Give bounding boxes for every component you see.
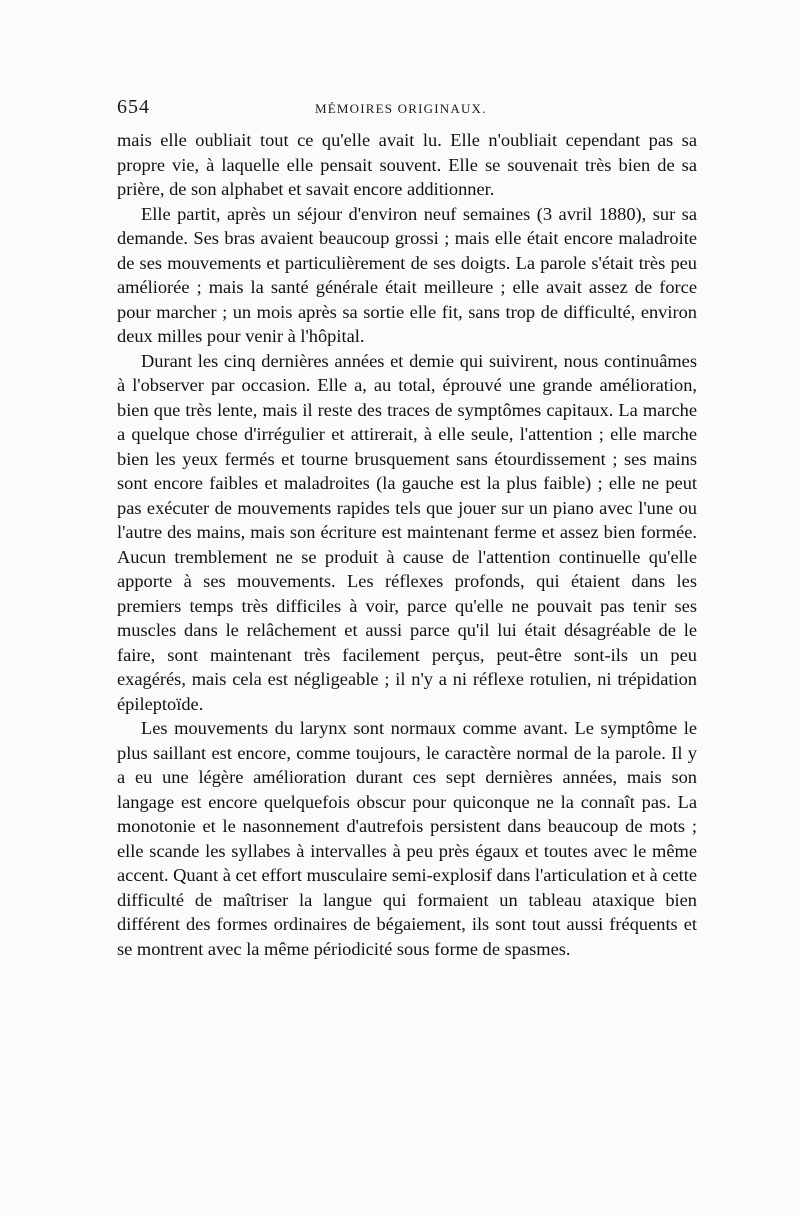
paragraph-continuation: mais elle oubliait tout ce qu'elle avait lu. Elle n'oubliait cependant pas sa propre vie, à laquelle elle pensait souvent. Elle se souvenait très bien de sa prière, de son alphabet et savait encore additionner. <box>117 130 697 199</box>
body-text <box>117 128 697 961</box>
paragraph-departure: Elle partit, après un séjour d'environ neuf semaines (3 avril 1880), sur sa demande. Ses bras avaient beaucoup grossi ; mais elle était encore maladroite de ses mouvements et particulièrement de ses doigts. La parole s'était très peu améliorée ; mais la santé générale était meilleure ; elle avait assez de force pour marcher ; un mois après sa sortie elle fit, sans trop de difficulté, environ deux milles pour venir à l'hôpital. <box>117 203 697 346</box>
paragraph-larynx-speech: Les mouvements du larynx sont normaux comme avant. Le symptôme le plus saillant est encore, comme toujours, le caractère normal de la parole. Il y a eu une légère amélioration durant ces sept dernières années, mais son langage est encore quelquefois obscur pour quiconque ne la connaît pas. La monotonie et le nasonnement d'autrefois persistent dans beaucoup de mots ; elle scande les syllabes à intervalles à peu près égaux et toutes avec le même accent. Quant à cet effort musculaire semi-explosif dans l'articulation et à cette difficulté de maîtriser la langue qui formaient un tableau ataxique bien différent des formes ordinaires de bégaiement, ils sont tout aussi fréquents et se montrent avec la même périodicité sous forme de spasmes. <box>117 718 697 959</box>
paragraph-follow-up: Durant les cinq dernières années et demie qui suivirent, nous continuâmes à l'observer par occasion. Elle a, au total, éprouvé une grande amélioration, bien que très lente, mais il reste des traces de symptômes capitaux. La marche a quelque chose d'irrégulier et attirerait, à elle seule, l'attention ; elle marche bien les yeux fermés et tourne brusquement sans étourdissement ; ses mains sont encore faibles et maladroites (la gauche est la plus faible) ; elle ne peut pas exécuter de mouvements rapides tels que jouer sur un piano avec l'une ou l'autre des mains, mais son écriture est maintenant ferme et assez bien formée. Aucun tremblement ne se produit à cause de l'attention continuelle qu'elle apporte à ses mouvements. Les réflexes profonds, qui étaient dans les premiers temps très difficiles à voir, parce qu'elle ne pouvait pas tenir ses muscles dans le relâchement et aussi parce qu'il lui était désagréable de le faire, sont maintenant très facilement perçus, peut-être sont-ils un peu exagérés, mais cela est négligeable ; il n'y a ni réflexe rotulien, ni trépidation épileptoïde. <box>117 350 697 714</box>
page-number: 654 <box>117 96 150 118</box>
running-title: MÉMOIRES ORIGINAUX. <box>315 101 487 116</box>
page-header <box>117 96 697 124</box>
